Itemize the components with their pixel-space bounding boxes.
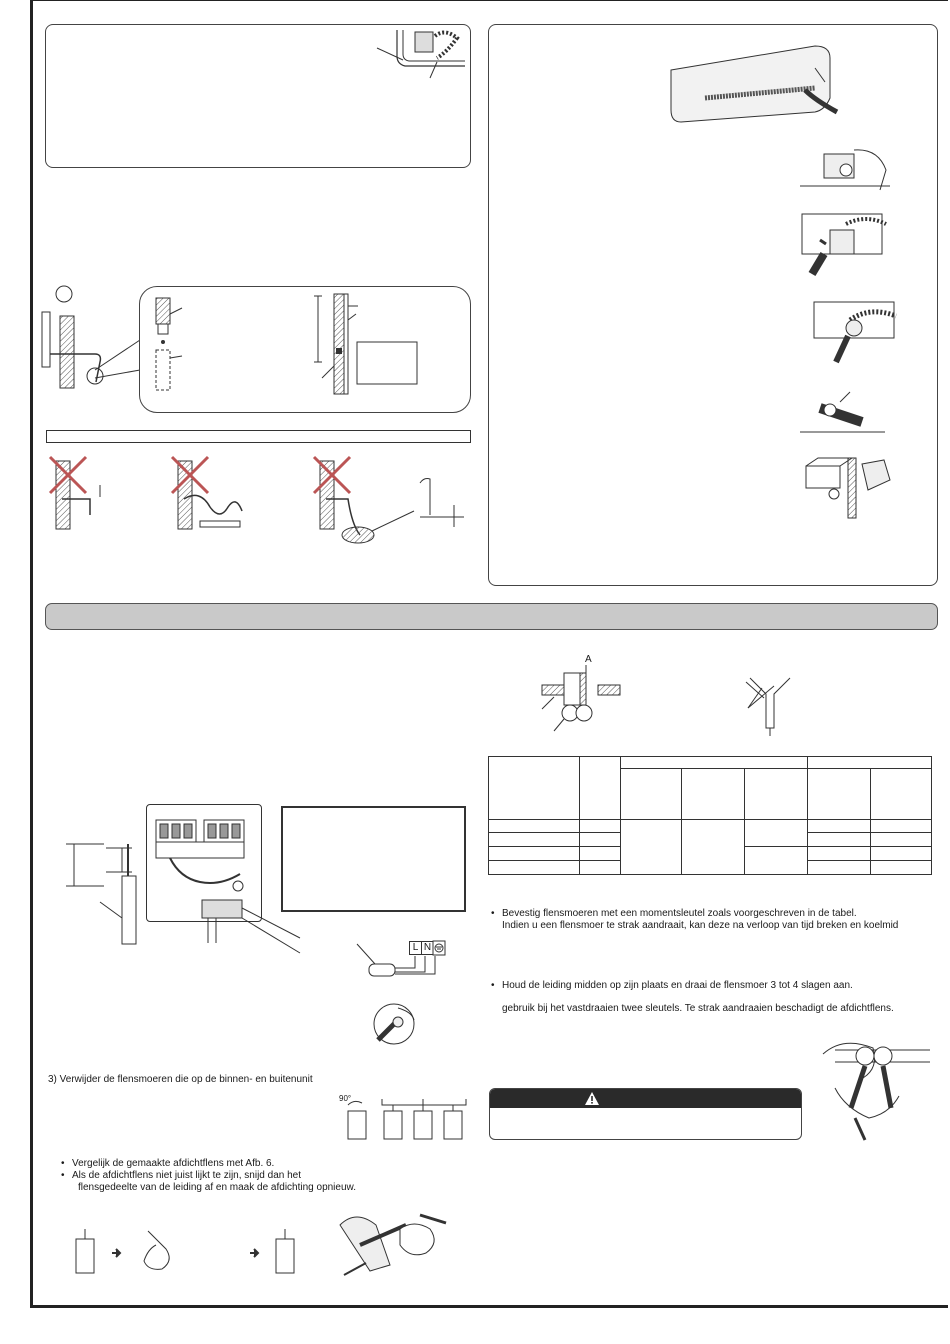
cable-strip-drawing <box>60 838 150 948</box>
warning-header <box>490 1089 801 1108</box>
wrong-example-3 <box>312 455 472 550</box>
flare-compare-drawing <box>340 1095 470 1147</box>
flaring-tool-drawing <box>330 1205 455 1280</box>
flare-note-3: flensgedeelte van de leiding af en maak de afdichting opnieuw. <box>78 1182 356 1193</box>
step-box-wall <box>800 456 895 521</box>
wall-section-drawing <box>300 292 425 402</box>
indoor-unit-drawing <box>665 38 840 130</box>
drain-hose-illustration <box>375 26 470 86</box>
step-hand-3 <box>810 300 900 370</box>
screwdriver-turn-drawing <box>368 1000 423 1050</box>
wrong-example-2 <box>170 455 260 540</box>
flare-label-a: A <box>585 654 592 665</box>
pipe-joint-drawing <box>150 294 190 394</box>
torque-table <box>488 756 932 875</box>
terminal-l: L <box>409 941 422 955</box>
wrench-note: gebruik bij het vastdraaien twee sleutels. Te strak aandraaien beschadigt de afdichtflens. <box>502 1003 894 1014</box>
step-hand-1 <box>800 140 890 195</box>
step-hand-2 <box>800 210 895 280</box>
callout-lines <box>95 330 145 380</box>
torque-note-2: • Indien u een flensmoer te strak aandraait, kan deze na verloop van tijd breken en koelmid <box>502 919 938 932</box>
flare-tube-drawing <box>740 668 800 738</box>
step-3-text: 3) Verwijder de flensmoeren die op de binnen- en buitenunit <box>48 1074 313 1085</box>
pipe-cut-sequence <box>70 1225 300 1275</box>
angle-label: 90° <box>339 1094 352 1103</box>
torque-note-1: • Bevestig flensmoeren met een momentsleutel zoals voorgeschreven in de tabel. <box>502 907 857 920</box>
flare-note-1: • Vergelijk de gemaakte afdichtflens met Afb. 6. <box>72 1157 274 1170</box>
flare-note-2: • Als de afdichtflens niet juist lijkt te zijn, snijd dan het <box>72 1169 301 1182</box>
flare-nut-section <box>540 665 630 735</box>
warning-triangle-icon <box>585 1092 599 1105</box>
wiring-note-box <box>281 806 466 912</box>
wrong-installation-header <box>46 430 471 443</box>
plug-cable-drawing <box>355 940 445 980</box>
terminal-n: N <box>421 941 434 955</box>
section-banner <box>45 603 938 630</box>
warning-box <box>489 1088 802 1140</box>
step-hand-4 <box>800 388 885 440</box>
two-wrench-drawing <box>805 1028 930 1143</box>
tighten-note: • Houd de leiding midden op zijn plaats en draai de flensmoer 3 tot 4 slagen aan. <box>502 979 853 992</box>
wrong-example-1 <box>48 455 118 535</box>
